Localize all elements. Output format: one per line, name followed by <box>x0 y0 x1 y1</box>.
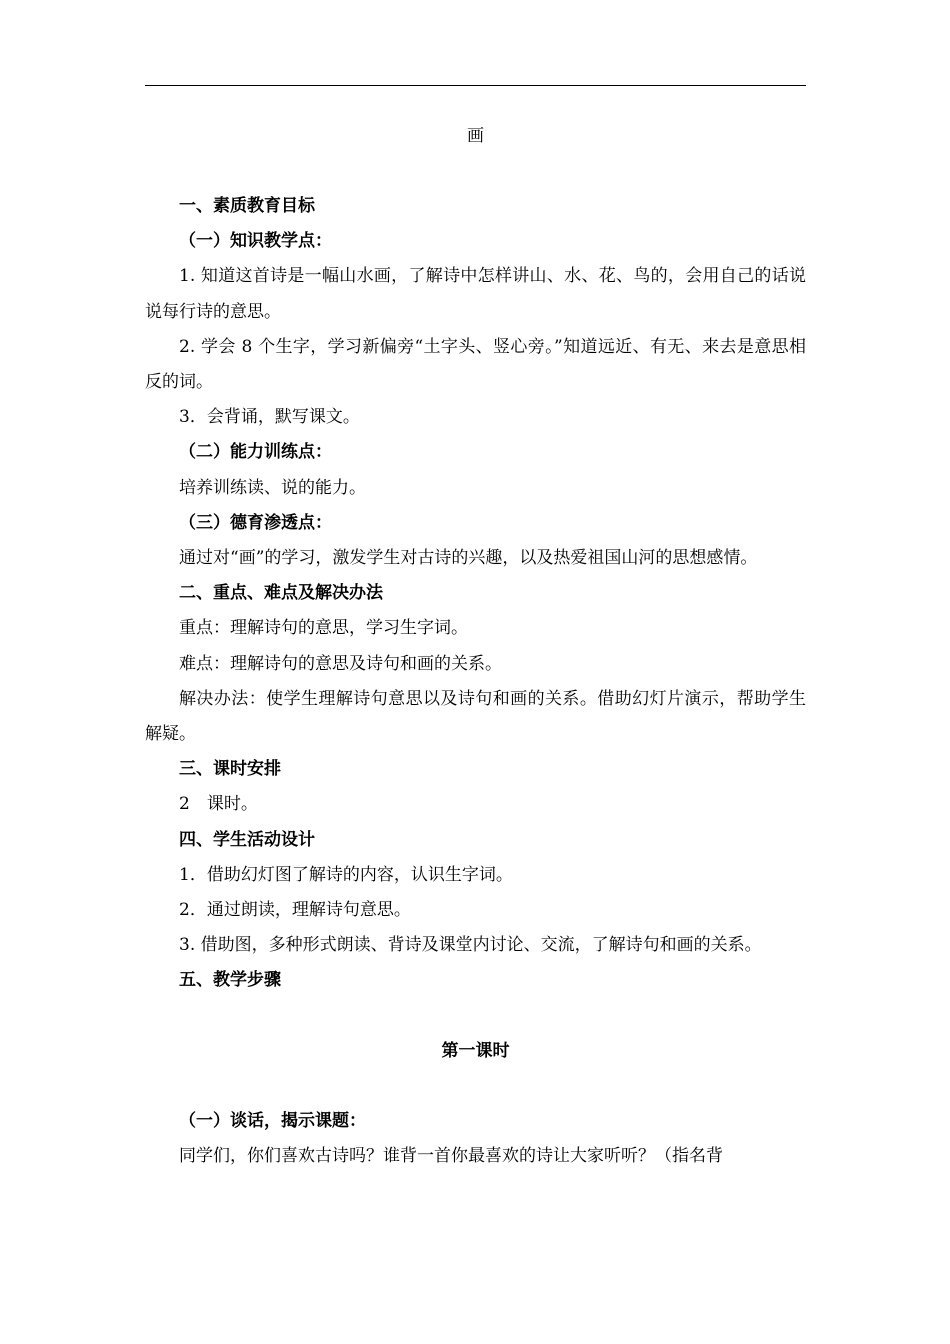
section-heading-2: 二、重点、难点及解决办法 <box>179 583 383 604</box>
paragraph-item-2: 2. 学会 8 个生字，学习新偏旁“土字头、竖心旁。”知道远近、有无、来去是意思相反的词。 <box>145 336 806 393</box>
subheading-knowledge: （一）知识教学点： <box>179 231 332 252</box>
lesson-title: 第一课时 <box>441 1040 510 1061</box>
section-heading-3: 三、课时安排 <box>179 759 281 780</box>
subheading-ability: （二）能力训练点： <box>179 442 332 463</box>
spacer <box>145 999 806 1034</box>
paragraph-item-1: 1. 知道这首诗是一幅山水画，了解诗中怎样讲山、水、花、鸟的，会用自己的话说说每行诗的意思。 <box>145 266 806 322</box>
section-heading-5: 五、教学步骤 <box>179 970 281 991</box>
paragraph-activity-2: 2．通过朗读，理解诗句意思。 <box>179 900 411 921</box>
paragraph-moral: 通过对“画”的学习，激发学生对古诗的兴趣，以及热爱祖国山河的思想感情。 <box>179 548 758 569</box>
paragraph-schedule: 2 课时。 <box>179 794 258 815</box>
paragraph-activity-1: 1．借助幻灯图了解诗的内容，认识生字词。 <box>179 864 513 885</box>
paragraph-difficulty: 难点：理解诗句的意思及诗句和画的关系。 <box>179 653 502 674</box>
paragraph-solution: 解决办法：使学生理解诗句意思以及诗句和画的关系。借助幻灯片演示，帮助学生解疑。 <box>145 688 806 745</box>
section-heading-4: 四、学生活动设计 <box>179 829 315 850</box>
section-heading-1: 一、素质教育目标 <box>179 196 315 216</box>
paragraph-intro: 同学们，你们喜欢古诗吗？谁背一首你最喜欢的诗让大家听听？（指名背 <box>179 1145 723 1166</box>
paragraph-ability: 培养训练读、说的能力。 <box>179 477 366 498</box>
document-body <box>145 118 806 1174</box>
document-title: 画 <box>467 126 484 146</box>
paragraph-activity-3: 3. 借助图，多种形式朗读、背诗及课堂内讨论、交流，了解诗句和画的关系。 <box>179 935 762 956</box>
spacer <box>145 1069 806 1104</box>
subheading-intro: （一）谈话，揭示课题： <box>179 1110 366 1131</box>
paragraph-key-point: 重点：理解诗句的意思，学习生字词。 <box>179 618 468 639</box>
spacer <box>145 154 806 189</box>
subheading-moral: （三）德育渗透点： <box>179 512 332 533</box>
header-rule <box>145 85 806 86</box>
paragraph-item-3: 3．会背诵，默写课文。 <box>179 407 360 428</box>
